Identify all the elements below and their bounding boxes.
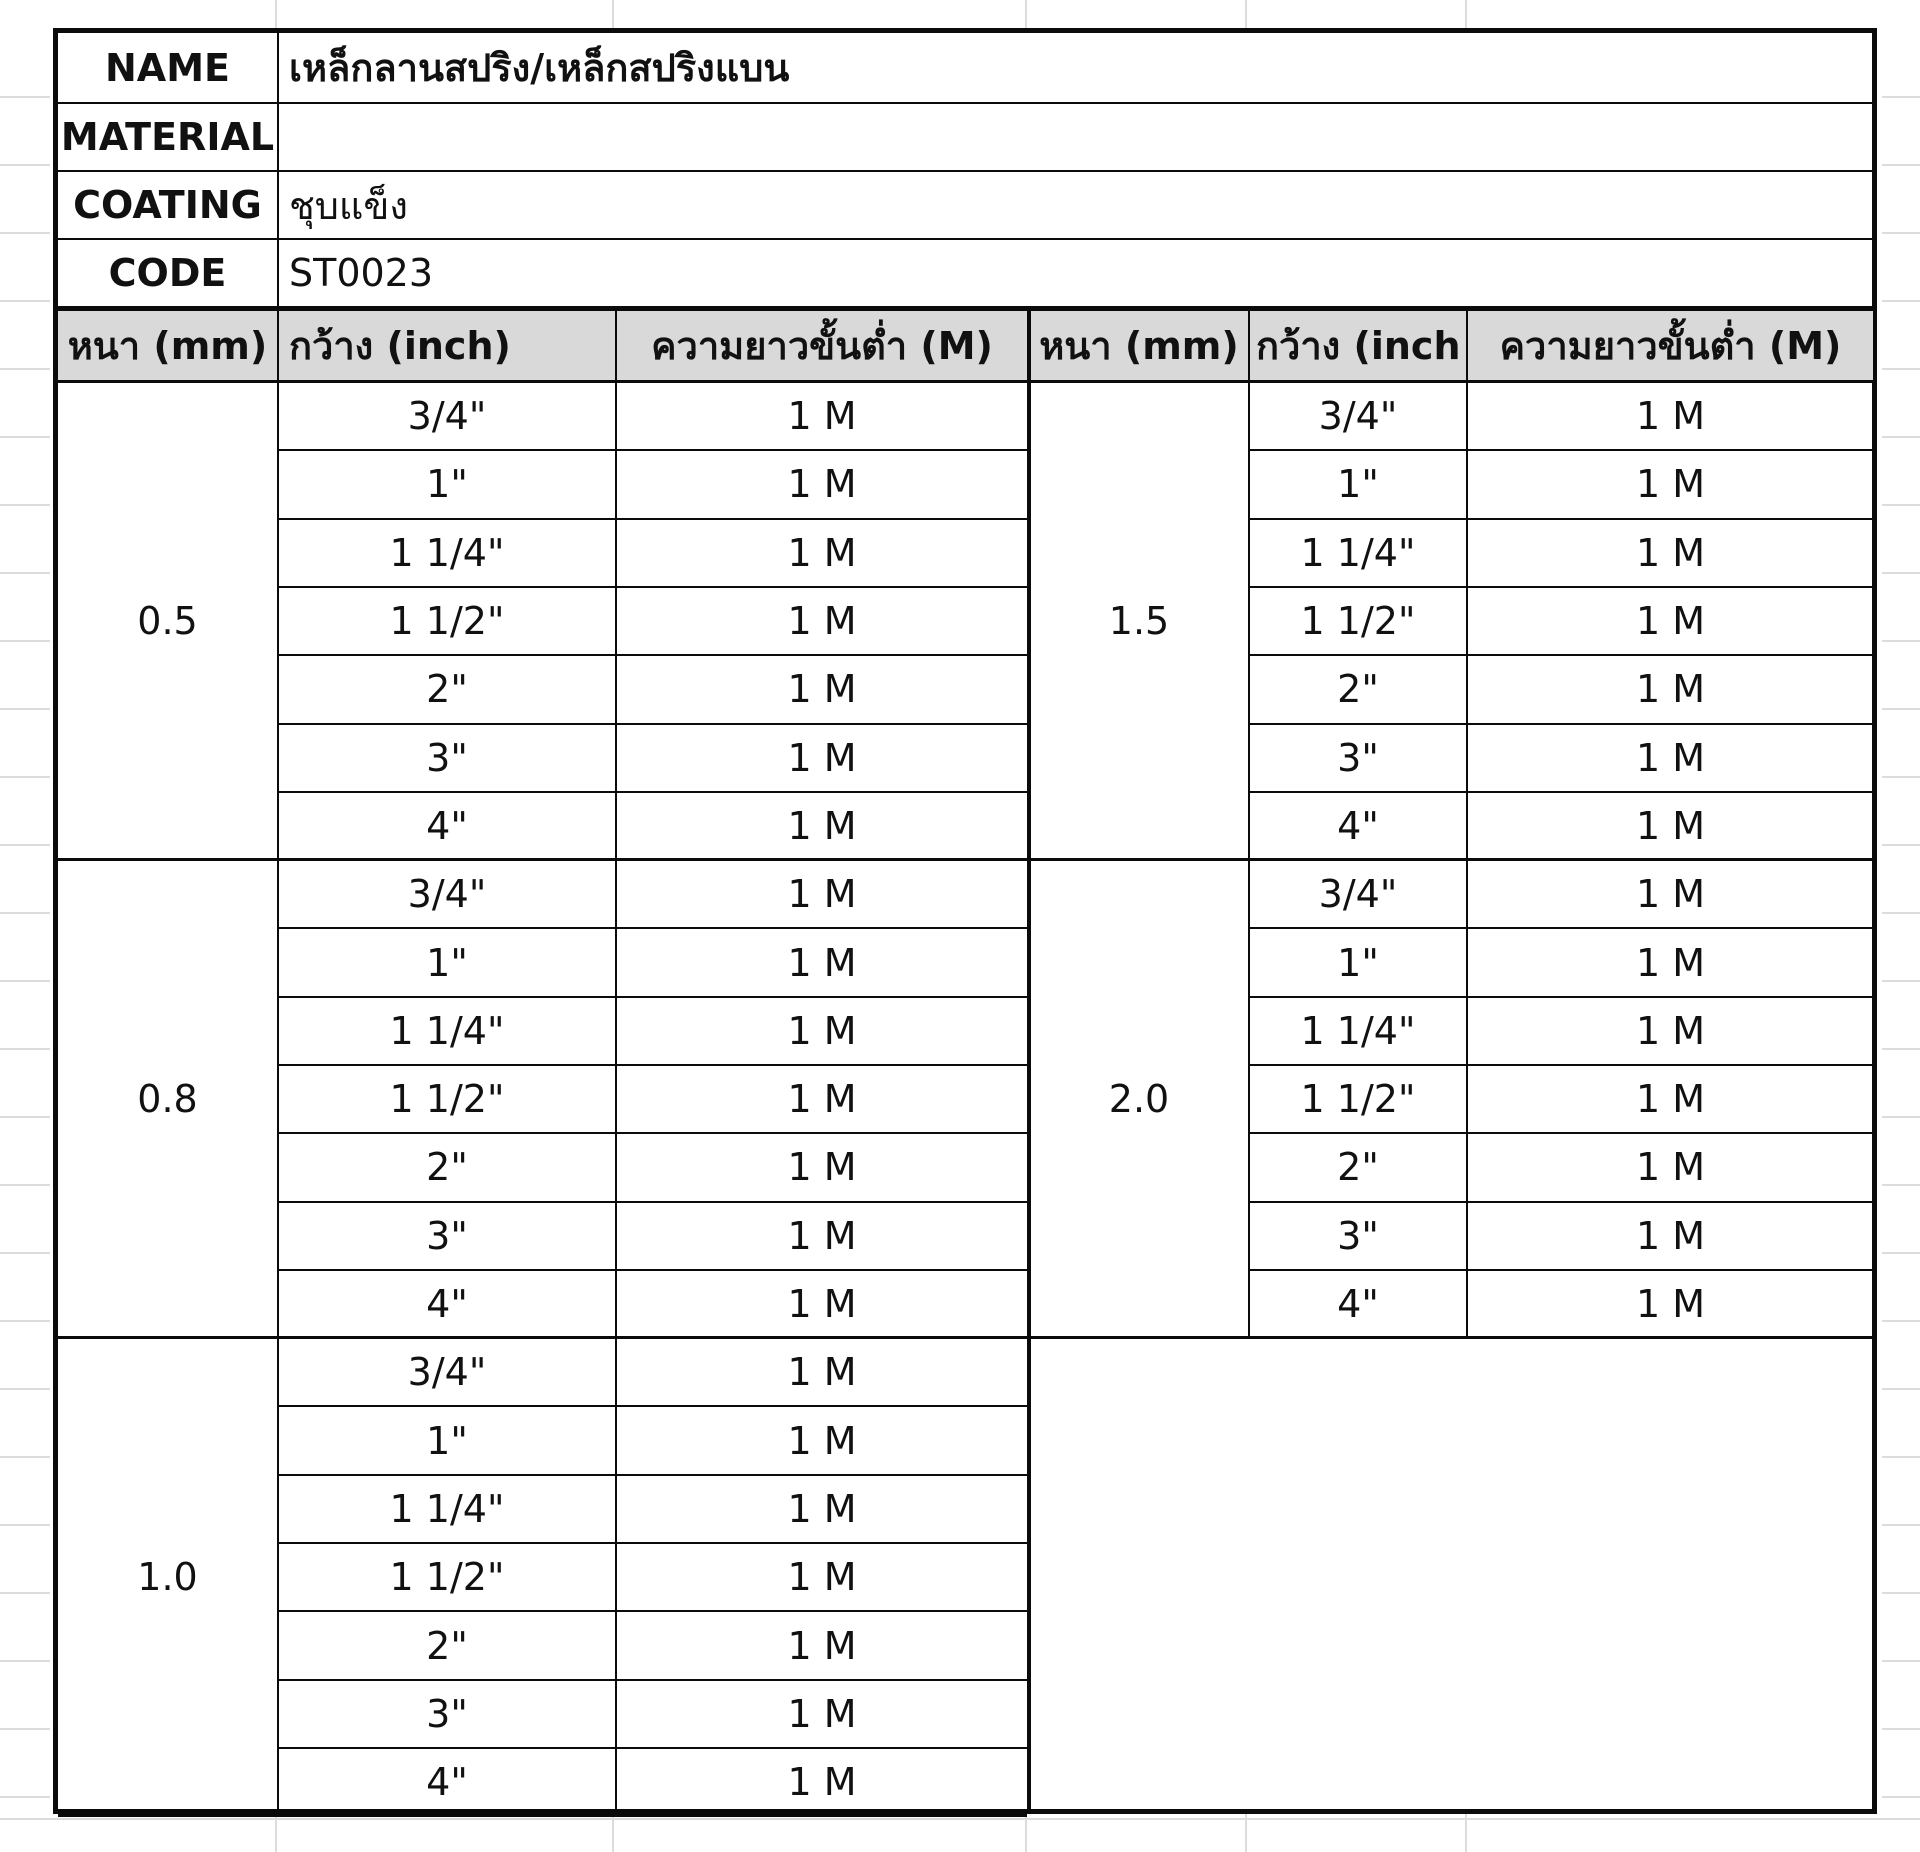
length-cell: 1 M [787,1282,857,1327]
grid-row-line [1882,164,1920,166]
row-divider [279,1201,1027,1203]
grid-row-line [1882,1660,1920,1662]
grid-row-line [0,1456,50,1458]
width-cell: 1 1/2" [1300,1077,1416,1122]
length-cell: 1 M [787,1077,857,1122]
length-cell: 1 M [787,1623,857,1668]
grid-row-line [0,1796,50,1798]
width-cell: 1 1/4" [389,1008,505,1053]
row-divider [279,1405,1027,1407]
group-divider [58,1336,1027,1339]
width-cell: 2" [426,1145,468,1190]
grid-row-line [0,640,50,642]
grid-row-line [1882,1252,1920,1254]
info-divider [58,238,1873,240]
width-cell: 3" [426,1691,468,1736]
grid-row-line [0,1252,50,1254]
grid-row-line [1882,300,1920,302]
grid-row-line [0,96,50,98]
grid-row-line [0,708,50,710]
col-divider [615,311,617,1816]
header-length-left: ความยาวขั้นต่ำ (M) [651,324,993,368]
width-cell: 1 1/2" [1300,599,1416,644]
header-thickness-left: หนา (mm) [67,324,268,368]
width-cell: 1 1/2" [389,1555,505,1600]
width-cell: 3/4" [407,872,487,917]
row-divider [1250,996,1873,998]
grid-row-line [0,504,50,506]
grid-row-line [0,436,50,438]
table.left-thickness-cell: 0.5 [137,599,198,644]
length-cell: 1 M [787,1486,857,1531]
row-divider [279,518,1027,520]
header-length-right: ความยาวขั้นต่ำ (M) [1499,324,1842,368]
length-cell: 1 M [787,1691,857,1736]
width-cell: 3/4" [1318,394,1398,439]
group-divider [1030,1336,1873,1339]
grid-row-line [0,1592,50,1594]
grid-row-line [1882,368,1920,370]
row-divider [279,1269,1027,1271]
length-cell: 1 M [1635,940,1706,985]
grid-row-line [0,844,50,846]
width-cell: 4" [426,1760,468,1805]
grid-row-line [1882,1796,1920,1798]
grid-row-line [0,1818,1920,1820]
row-divider [279,654,1027,656]
row-divider [279,996,1027,998]
info-divider [58,306,1873,311]
length-cell: 1 M [787,530,857,575]
grid-row-line [1882,912,1920,914]
length-cell: 1 M [1635,667,1706,712]
width-cell: 1 1/2" [389,1077,505,1122]
length-cell: 1 M [1635,530,1706,575]
coating-label: COATING [73,183,262,227]
grid-row-line [1882,1388,1920,1390]
grid-row-line [0,1388,50,1390]
width-cell: 3" [426,1213,468,1258]
grid-row-line [1882,1728,1920,1730]
length-cell: 1 M [787,394,857,439]
row-divider [1250,927,1873,929]
grid-row-line [1882,708,1920,710]
grid-row-line [0,1184,50,1186]
width-cell: 1 1/2" [389,599,505,644]
code-label: CODE [108,251,227,295]
width-cell: 2" [1337,1145,1379,1190]
material-label: MATERIAL [60,115,275,159]
length-cell: 1 M [1635,1077,1706,1122]
row-divider [1250,586,1873,588]
grid-row-line [0,1660,50,1662]
length-cell: 1 M [787,803,857,848]
length-cell: 1 M [1635,1282,1706,1327]
header-divider [58,380,1873,382]
name-value: เหล็กลานสปริง/เหล็กสปริงแบน [289,46,790,90]
row-divider [279,1064,1027,1066]
material-value [279,104,1873,170]
grid-row-line [1882,96,1920,98]
grid-row-line [1882,1524,1920,1526]
middle-divider [1027,311,1031,1811]
width-cell: 1 1/4" [389,530,505,575]
grid-row-line [1882,1320,1920,1322]
row-divider [1250,654,1873,656]
length-cell: 1 M [787,940,857,985]
grid-row-line [0,776,50,778]
width-cell: 1" [426,940,468,985]
length-cell: 1 M [787,872,857,917]
coating-value: ชุบแข็ง [289,183,408,228]
left-label-divider [277,311,279,1811]
row-divider [1250,518,1873,520]
length-cell: 1 M [1635,1213,1706,1258]
width-cell: 1" [1337,940,1379,985]
row-divider [279,1679,1027,1681]
length-cell: 1 M [1635,872,1706,917]
grid-row-line [0,300,50,302]
width-cell: 2" [426,1623,468,1668]
width-cell: 1" [1337,462,1379,507]
length-cell: 1 M [787,1418,857,1463]
row-divider [279,723,1027,725]
grid-row-line [1882,1116,1920,1118]
row-divider [1250,1201,1873,1203]
grid-row-line [1882,1456,1920,1458]
table.left-thickness-cell: 0.8 [137,1077,198,1122]
width-cell: 3" [1337,735,1379,780]
length-cell: 1 M [787,1213,857,1258]
row-divider [279,1132,1027,1134]
length-cell: 1 M [787,1555,857,1600]
grid-row-line [0,1320,50,1322]
row-divider [279,1474,1027,1476]
grid-row-line [1882,640,1920,642]
grid-row-line [0,368,50,370]
grid-row-line [1882,232,1920,234]
grid-row-line [1882,504,1920,506]
info-divider [58,102,1873,104]
length-cell: 1 M [787,735,857,780]
table.left-thickness-cell: 1.0 [137,1555,198,1600]
grid-row-line [1882,776,1920,778]
grid-row-line [1882,436,1920,438]
length-cell: 1 M [1635,1145,1706,1190]
width-cell: 3/4" [1318,872,1398,917]
row-divider [279,791,1027,793]
width-cell: 4" [1337,803,1379,848]
grid-row-line [1882,572,1920,574]
length-cell: 1 M [1635,394,1706,439]
width-cell: 3" [426,735,468,780]
grid-row-line [0,1048,50,1050]
length-cell: 1 M [787,1760,857,1805]
row-divider [279,586,1027,588]
spec-sheet [53,28,1877,1814]
grid-row-line [1882,1592,1920,1594]
width-cell: 3/4" [407,394,487,439]
grid-row-line [0,980,50,982]
length-cell: 1 M [787,1350,857,1395]
length-cell: 1 M [1635,803,1706,848]
row-divider [1250,1269,1873,1271]
length-cell: 1 M [787,462,857,507]
row-divider [279,927,1027,929]
length-cell: 1 M [1635,599,1706,644]
table.right-thickness-cell: 1.5 [1108,599,1170,644]
grid-row-line [1882,844,1920,846]
width-cell: 4" [426,803,468,848]
width-cell: 1 1/4" [1300,530,1416,575]
grid-row-line [1882,1048,1920,1050]
width-cell: 3" [1337,1213,1379,1258]
row-divider [1250,723,1873,725]
row-divider [1250,449,1873,451]
width-cell: 4" [1337,1282,1379,1327]
width-cell: 2" [426,667,468,712]
row-divider [279,1747,1027,1749]
header-thickness-right: หนา (mm) [1039,324,1239,368]
name-label: NAME [105,45,230,90]
code-value: ST0023 [289,251,434,295]
col-divider [1248,311,1250,1338]
width-cell: 2" [1337,667,1379,712]
group-divider [58,1814,1027,1817]
row-divider [1250,1132,1873,1134]
row-divider [1250,791,1873,793]
grid-row-line [1882,980,1920,982]
row-divider [1250,1064,1873,1066]
width-cell: 1" [426,462,468,507]
table.right-thickness-cell: 2.0 [1108,1077,1170,1122]
grid-row-line [0,1524,50,1526]
label-divider [277,33,279,311]
width-cell: 4" [426,1282,468,1327]
width-cell: 3/4" [407,1350,487,1395]
row-divider [279,1542,1027,1544]
info-divider [58,170,1873,172]
length-cell: 1 M [787,599,857,644]
grid-row-line [0,912,50,914]
length-cell: 1 M [1635,735,1706,780]
length-cell: 1 M [787,667,857,712]
header-width-left: กว้าง (inch) [289,324,511,368]
row-divider [279,1610,1027,1612]
group-divider [1030,858,1873,861]
col-divider [1466,311,1468,1338]
group-divider [58,858,1027,861]
grid-row-line [0,232,50,234]
grid-row-line [0,164,50,166]
row-divider [279,449,1027,451]
length-cell: 1 M [787,1008,857,1053]
width-cell: 1 1/4" [1300,1008,1416,1053]
length-cell: 1 M [1635,462,1706,507]
grid-row-line [0,1728,50,1730]
width-cell: 1 1/4" [389,1486,505,1531]
length-cell: 1 M [1635,1008,1706,1053]
header-width-right: กว้าง (inch [1256,324,1461,368]
grid-row-line [0,572,50,574]
length-cell: 1 M [787,1145,857,1190]
grid-row-line [0,1116,50,1118]
grid-row-line [1882,1184,1920,1186]
width-cell: 1" [426,1418,468,1463]
